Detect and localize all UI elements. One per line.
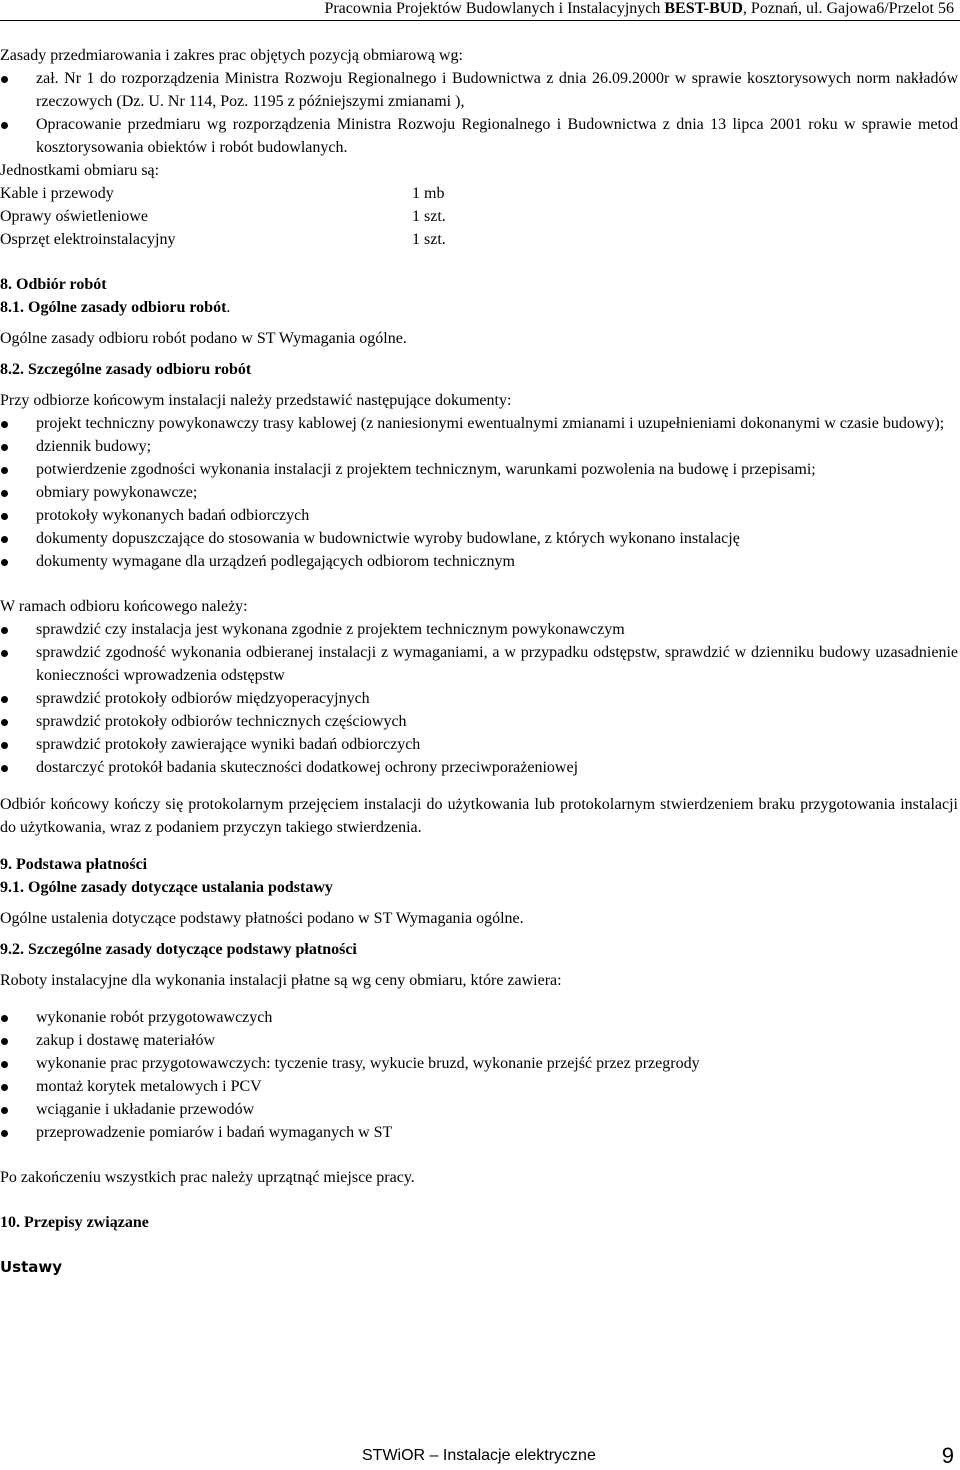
list-item: sprawdzić zgodność wykonania odbieranej instalacji z wymaganiami, a w przypadku odstępstw, sprawdzić w dzienniku budowy uzasadnienie konieczności wprowadzenia odstępstw (0, 641, 958, 687)
list-item: zał. Nr 1 do rozporządzenia Ministra Rozwoju Regionalnego i Budownictwa z dnia 26.09.2000r w sprawie kosztorysowych norm nakładów rzeczowych (Dz. U. Nr 114, Poz. 1195 z późniejszymi zmianami ), (0, 67, 958, 113)
list-item: obmiary powykonawcze; (0, 481, 958, 504)
page-content (0, 44, 958, 1279)
list-item: dostarczyć protokół badania skuteczności dodatkowej ochrony przeciwporażeniowej (0, 756, 958, 779)
section-9-2-title: 9.2. Szczególne zasady dotyczące podstawy płatności (0, 941, 357, 958)
unit-name: Kable i przewody (0, 185, 114, 202)
list-item: sprawdzić czy instalacja jest wykonana zgodnie z projektem technicznym powykonawczym (0, 618, 958, 641)
intro-list (0, 67, 958, 159)
list-item: sprawdzić protokoły zawierające wyniki badań odbiorczych (0, 733, 958, 756)
section-8-title: 8. Odbiór robót (0, 276, 107, 293)
list-item: projekt techniczny powykonawczy trasy kablowej (z naniesionymi ewentualnymi zmianami i uzupełnieniami dokonanymi w czasie budowy); (0, 412, 958, 435)
units-row (0, 182, 958, 205)
page-footer: STWiOR – Instalacje elektryczne (362, 1447, 596, 1464)
units-table (0, 182, 958, 251)
list-item: sprawdzić protokoły odbiorów międzyoperacyjnych (0, 687, 958, 710)
section-9-2-intro: Roboty instalacyjne dla wykonania instalacji płatne są wg ceny obmiaru, które zawiera: (0, 972, 562, 989)
list-item: dziennik budowy; (0, 435, 958, 458)
section-8-2-intro: Przy odbiorze końcowym instalacji należy przedstawić następujące dokumenty: (0, 392, 512, 409)
unit-name: Oprawy oświetleniowe (0, 208, 148, 225)
header-address: , Poznań, ul. Gajowa6/Przelot 56 (742, 0, 954, 17)
units-row (0, 228, 958, 251)
list-item: wykonanie robót przygotowawczych (0, 1006, 958, 1029)
list-item: protokoły wykonanych badań odbiorczych (0, 504, 958, 527)
unit-value: 1 mb (412, 185, 445, 202)
section-8-1-title: 8.1. Ogólne zasady odbioru robót (0, 299, 227, 316)
section-8-closing: Odbiór końcowy kończy się protokolarnym przejęciem instalacji do użytkowania lub protokolarnym stwierdzeniem braku przygotowania instalacji do użytkowania, wraz z podaniem przyczyn takiego stwierdzenia. (0, 796, 958, 836)
payment-items-list (0, 1006, 958, 1144)
documents-list (0, 412, 958, 573)
units-row (0, 205, 958, 228)
list-item: wciąganie i układanie przewodów (0, 1098, 958, 1121)
list-item: potwierdzenie zgodności wykonania instalacji z projektem technicznym, warunkami pozwolenia na budowę i przepisami; (0, 458, 958, 481)
section-9-title: 9. Podstawa płatności (0, 856, 148, 873)
final-intro: W ramach odbioru końcowego należy: (0, 598, 248, 615)
list-item: sprawdzić protokoły odbiorów technicznych częściowych (0, 710, 958, 733)
section-9-1-title: 9.1. Ogólne zasady dotyczące ustalania podstawy (0, 879, 333, 896)
page-number: 9 (941, 1443, 954, 1468)
section-9-closing: Po zakończeniu wszystkich prac należy uprzątnąć miejsce pracy. (0, 1169, 415, 1186)
unit-value: 1 szt. (412, 231, 446, 248)
list-item: zakup i dostawę materiałów (0, 1029, 958, 1052)
page-header (0, 0, 960, 21)
section-8-2-title: 8.2. Szczególne zasady odbioru robót (0, 361, 252, 378)
final-checks-list (0, 618, 958, 779)
list-item: montaż korytek metalowych i PCV (0, 1075, 958, 1098)
list-item: dokumenty wymagane dla urządzeń podlegających odbiorom technicznym (0, 550, 958, 573)
list-item: przeprowadzenie pomiarów i badań wymaganych w ST (0, 1121, 958, 1144)
header-firm: Pracownia Projektów Budowlanych i Instalacyjnych (324, 0, 661, 17)
intro-text: Zasady przedmiarowania i zakres prac objętych pozycją obmiarową wg: (0, 47, 463, 64)
section-8-1-dot: . (226, 299, 231, 316)
units-title: Jednostkami obmiaru są: (0, 162, 160, 179)
unit-name: Osprzęt elektroinstalacyjny (0, 231, 176, 248)
list-item: Opracowanie przedmiaru wg rozporządzenia Ministra Rozwoju Regionalnego i Budownictwa z dnia 13 lipca 2001 roku w sprawie metod kosztorysowania obiektów i robót budowlanych. (0, 113, 958, 159)
section-9-1-text: Ogólne ustalenia dotyczące podstawy płatności podano w ST Wymagania ogólne. (0, 910, 524, 927)
list-item: wykonanie prac przygotowawczych: tyczenie trasy, wykucie bruzd, wykonanie przejść przez przegrody (0, 1052, 958, 1075)
section-8-1-text: Ogólne zasady odbioru robót podano w ST Wymagania ogólne. (0, 330, 407, 347)
section-8-1-heading (0, 296, 958, 319)
header-firm-name: BEST-BUD (664, 0, 743, 17)
section-10-subtitle: Ustawy (0, 1258, 63, 1276)
section-10-title: 10. Przepisy związane (0, 1214, 149, 1231)
list-item: dokumenty dopuszczające do stosowania w budownictwie wyroby budowlane, z których wykonano instalację (0, 527, 958, 550)
unit-value: 1 szt. (412, 208, 446, 225)
